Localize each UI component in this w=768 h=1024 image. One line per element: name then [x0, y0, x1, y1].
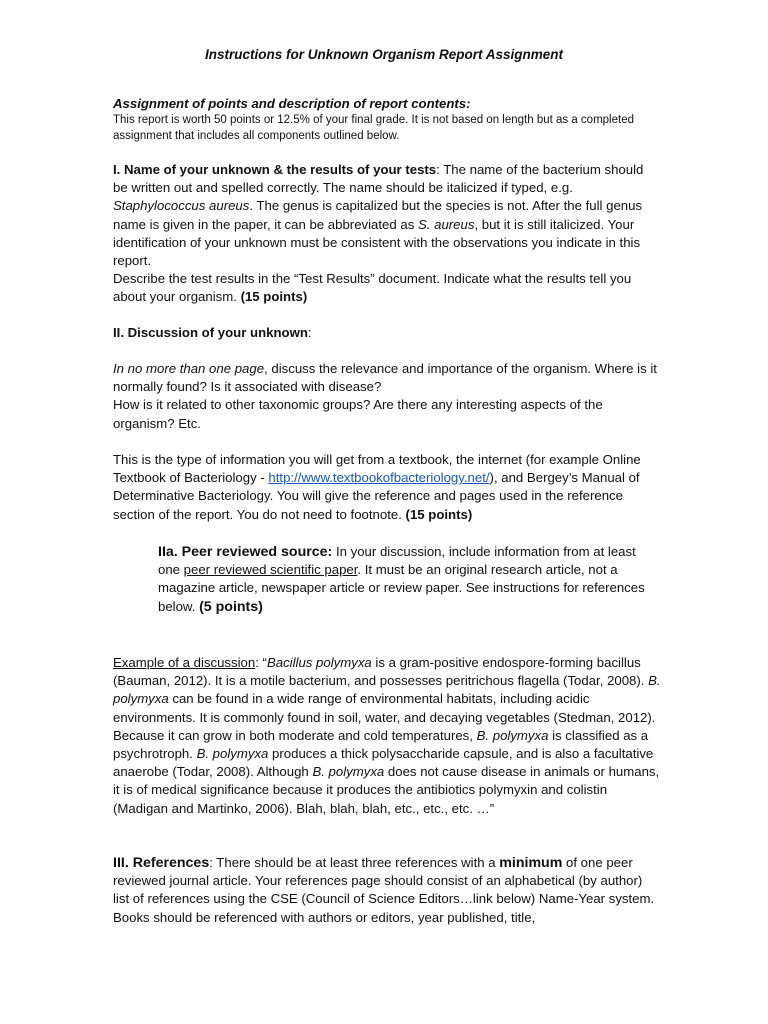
sources-text: This is the type of information you will get from a textbook, the internet (for example Online Textbook of Bacteriology - — [113, 452, 641, 486]
section-2-heading-line — [113, 324, 661, 342]
points-label: (5 points) — [199, 598, 263, 615]
section-2-text-rest: , discuss the relevance and importance of the organism. Where is it normally found? Is it associated with disease? — [113, 361, 657, 395]
example-text: is classified as a psychrotroph. — [113, 727, 649, 762]
minimum-emphasis: minimum — [499, 855, 563, 871]
points-label: (15 points) — [240, 289, 308, 305]
section-2-heading: II. Discussion of your unknown — [113, 325, 308, 340]
section-1-results-paragraph — [113, 270, 661, 306]
italic-lead: In no more than one page — [113, 361, 265, 376]
section-3 — [113, 854, 661, 927]
organism-name: B. polymyxa — [196, 746, 269, 762]
section-2a-text — [158, 543, 658, 616]
organism-name: B. polymyxa — [476, 727, 549, 743]
organism-name: Bacillus polymyxa — [266, 655, 372, 670]
abbreviated-organism-name: S. aureus — [417, 216, 475, 232]
example-text: is a gram-positive endospore-forming bacillus (Bauman, 2012). It is a motile bacterium, and possesses peritrichous flagella (Todar, 2008). — [113, 655, 649, 689]
section-1-results — [113, 270, 661, 306]
section-2a-text: In your discussion, include information from at least one — [158, 544, 636, 578]
example-organism-name: Staphylococcus aureus — [113, 198, 250, 214]
section-1-text: , but it is still italicized. Your identification of your unknown must be consistent with the observations you indicate in this report. — [113, 216, 641, 269]
section-2-sources-text — [113, 451, 661, 524]
section-2-text — [113, 360, 661, 396]
section-2-paragraph-2 — [113, 451, 661, 524]
section-2-text-line2: How is it related to other taxonomic groups? Are there any interesting aspects of the organism? Etc. — [113, 397, 603, 431]
peer-reviewed-emphasis: peer reviewed scientific paper — [183, 562, 358, 578]
assignment-heading: Assignment of points and description of report contents: — [113, 96, 471, 111]
section-3-text: of one peer reviewed journal article. Your references page should consist of an alphabetical (by author) list of references using the CSE (Council of Science Editors…link below) Name-Year system. Books should be referenced with authors or editors, year published, title, — [113, 855, 655, 925]
section-3-text — [113, 854, 661, 927]
document-title: Instructions for Unknown Organism Report Assignment — [204, 47, 564, 62]
section-1-text: : The name of the bacterium should be written out and spelled correctly. The name should be italicized if typed, e.g. — [113, 162, 644, 196]
assignment-section — [113, 95, 661, 144]
organism-name: B. polymyxa — [312, 764, 385, 780]
section-1 — [113, 161, 661, 270]
section-2-heading-row — [113, 324, 661, 342]
sources-text: ), and Bergey’s Manual of Determinative Bacteriology. You will give the reference and pages used in the reference section of the report. You do not need to footnote. — [113, 470, 640, 522]
section-2a-heading: IIa. Peer reviewed source: — [158, 544, 333, 560]
example-text: does not cause disease in animals or humans, it is of medical significance because it produces the antibiotics polymyxin and colistin (Madigan and Martinko, 2006). Blah, blah, blah, etc., etc., etc. …” — [113, 764, 660, 816]
example-text: produces a thick polysaccharide capsule, and is also a facultative anaerobe (Todar, 2008). Although — [113, 746, 654, 780]
section-3-text: : There should be at least three references with a — [209, 855, 500, 870]
example-text: can be found in a wide range of environmental habitats, including acidic environments. It is commonly found in soil, water, and decaying vegetables (Stedman, 2012). Because it can grow in both moderate and cold temperatures, — [113, 691, 656, 743]
example-paragraph — [113, 654, 661, 818]
section-2a-text: . It must be an original research article, not a magazine article, newspaper article or review paper. See instructions for references below. — [158, 562, 645, 614]
example-discussion — [113, 654, 661, 818]
results-text: Describe the test results in the “Test Results” document. Indicate what the results tell you about your organism. — [113, 271, 632, 305]
colon: : — [307, 325, 312, 340]
section-2-paragraph-1 — [113, 360, 661, 433]
section-1-heading: I. Name of your unknown & the results of your tests — [113, 162, 437, 177]
points-label: (15 points) — [405, 506, 473, 522]
example-label: Example of a discussion — [113, 655, 256, 670]
textbook-link[interactable]: http://www.textbookofbacteriology.net/ — [268, 470, 490, 486]
organism-name: B. polymyxa — [113, 673, 661, 707]
section-2a — [158, 543, 658, 616]
section-3-heading: III. References — [113, 855, 210, 871]
section-1-paragraph — [113, 161, 661, 270]
example-text: : “ — [255, 655, 267, 670]
assignment-description: This report is worth 50 points or 12.5% of your final grade. It is not based on length but as a completed assignment that includes all components outlined below. — [113, 114, 634, 142]
section-1-text: . The genus is capitalized but the species is not. After the full genus name is given in the paper, it can be abbreviated as — [113, 198, 643, 232]
